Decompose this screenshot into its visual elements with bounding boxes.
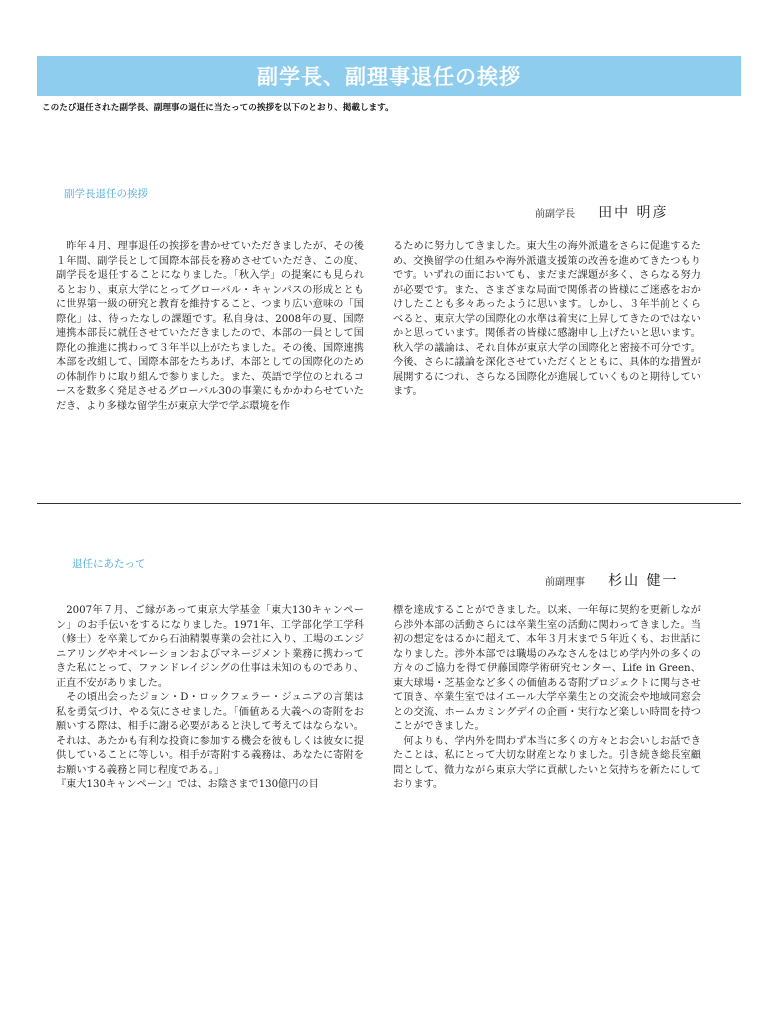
section-divider — [37, 503, 741, 504]
page-title: 副学長、副理事退任の挨拶 — [257, 65, 521, 89]
author-vice-president — [535, 202, 669, 222]
author-vice-director — [545, 570, 679, 590]
section2-right-column — [393, 604, 701, 793]
paragraph: るために努力してきました。東大生の海外派遣をさらに促進するため、交換留学の仕組みや海外派遣支援策の改善を進めてきたつもりです。いずれの面においても、まだまだ課題が多く、さらなる努力が必要です。また、さまざまな局面で関係者の皆様にご迷惑をおかけしたことも多々あったように思います。しかし、３年半前とくらべると、東京大学の国際化の水準は着実に上昇してきたのではないかと思っています。関係者の皆様に感謝申し上げたいと思います。秋入学の議論は、それ自体が東京大学の国際化と密接不可分です。今後、さらに議論を深化させていただくとともに、具体的な措置が展開するにつれ、さらなる国際化が進展していくものと期待しています。 — [393, 241, 701, 397]
intro-text: このたび退任された副学長、副理事の退任に当たっての挨拶を以下のとおり、掲載します。 — [42, 103, 394, 113]
paragraph: 『東大130キャンペーン』では、お陰さまで130億円の目 — [56, 779, 319, 790]
section1-right-column — [393, 240, 701, 400]
section-label-vice-director: 退任にあたって — [72, 558, 146, 570]
paragraph: 2007年７月、ご縁があって東京大学基金「東大130キャンペーン」のお手伝いをするになりました。1971年、工学部化学工学科（修士）を卒業してから石油精製専業の会社に入り、工場のエンジニアリングやオペレーションおよびマネージメント業務に携わってきた私にとって、ファンドレイジングの仕事は未知のものであり、正直不安がありました。 — [56, 605, 364, 689]
section-label-vice-president: 副学長退任の挨拶 — [64, 188, 148, 200]
author-name: 田中 明彦 — [598, 205, 669, 221]
author-role: 前副学長 — [535, 209, 575, 220]
paragraph: 昨年４月、理事退任の挨拶を書かせていただきましたが、その後１年間、副学長として国際本部長を務めさせていただき、この度、副学長を退任することになりました。「秋入学」の提案にも見られるとおり、東京大学にとってグローバル・キャンパスの形成とともに世界第一級の研究と教育を維持すること、つまり広い意味の「国際化」は、待ったなしの課題です。私自身は、2008年の夏、国際連携本部長に就任させていただきましたので、本部の一員として国際化の推進に携わって３年半以上がたちました。その後、国際連携本部を改組して、国際本部をたちあげ、本部としての国際化のための体制作りに取り組んで参りました。また、英語で学位のとれるコースを数多く発足させるグローバル30の事業にもかかわらせていただき、より多様な留学生が東京大学で学ぶ環境を作 — [56, 241, 364, 412]
author-name: 杉山 健一 — [608, 573, 679, 589]
page-title-banner — [37, 56, 741, 96]
author-role: 前副理事 — [545, 577, 585, 588]
section2-left-column — [56, 604, 364, 793]
paragraph: 標を達成することができました。以来、一年毎に契約を更新しながら渉外本部の活動さらには卒業生室の活動に関わってきました。当初の想定をはるかに超えて、本年３月末まで５年近くも、お世話になりました。渉外本部では職場のみなさんをはじめ学内外の多くの方々のご協力を得て伊藤国際学術研究センター、Life in Green、東大球場・芝基金など多くの価値ある寄附プロジェクトに関与させて頂き、卒業生室ではイエール大学卒業生との交流会や地域同窓会との交流、ホームカミングデイの企画・実行など楽しい時間を持つことができました。 — [393, 605, 701, 732]
paragraph: 何よりも、学内外を問わず本当に多くの方々とお会いしお話できたことは、私にとって大切な財産となりました。引き続き総長室顧問として、微力ながら東京大学に貢献したいと気持ちを新たにしております。 — [393, 735, 701, 790]
paragraph: その頃出会ったジョン・D・ロックフェラー・ジュニアの言葉は私を勇気づけ、やる気にさせました。「価値ある大義への寄附をお願いする際は、相手に謝る必要があると決して考えてはならない。それは、あたかも有利な投資に参加する機会を彼もしくは彼女に提供していることに等しい。相手が寄附する義務は、あなたに寄附をお願いする義務と同じ程度である。」 — [56, 692, 364, 776]
section1-left-column — [56, 240, 364, 414]
